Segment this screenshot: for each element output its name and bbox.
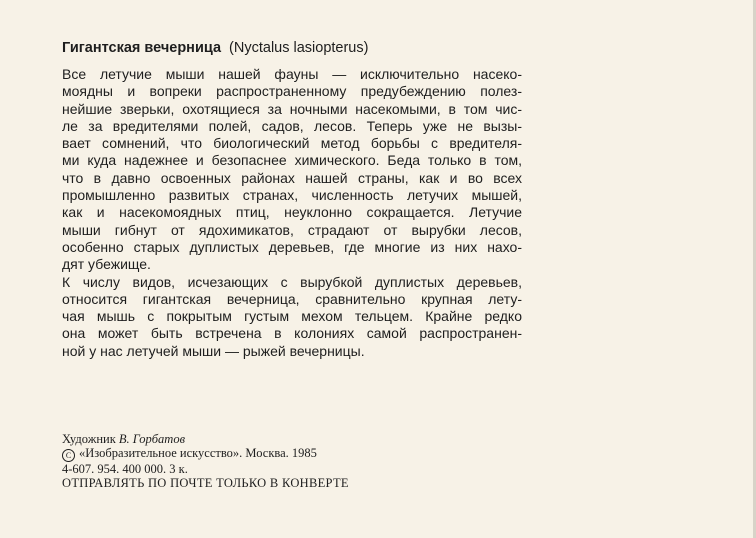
- text-line: К числу видов, исчезающих с вырубкой дуплистых деревьев,: [62, 273, 522, 290]
- text-line: она может быть встречена в колониях самой распространен-: [62, 325, 522, 342]
- text-line: относится гигантская вечерница, сравнительно крупная лету-: [62, 290, 522, 307]
- text-line: особенно старых дуплистых деревьев, где многие из них нахо-: [62, 238, 522, 255]
- text-line: как и насекомоядных птиц, неуклонно сокращается. Летучие: [62, 204, 522, 221]
- text-line: нейшие зверьки, охотящиеся за ночными насекомыми, в том чис-: [62, 100, 522, 117]
- text-line: ле за вредителями полей, садов, лесов. Теперь уже не вызы-: [62, 117, 522, 134]
- text-line: ной у нас летучей мыши — рыжей вечерницы.: [62, 342, 365, 359]
- text-line: чая мышь с покрытым густым мехом тельцем. Крайне редко: [62, 308, 522, 325]
- mailing-notice: ОТПРАВЛЯТЬ ПО ПОЧТЕ ТОЛЬКО В КОНВЕРТЕ: [62, 476, 349, 490]
- print-info: 4-607. 954. 400 000. 3 к.: [62, 462, 188, 477]
- copyright-icon: C: [62, 449, 75, 462]
- text-line: дят убежище.: [62, 256, 151, 273]
- publisher-name: «Изобразительное искусство». Москва. 1985: [79, 446, 317, 461]
- artist-credit: [62, 432, 317, 446]
- description-text: [62, 66, 522, 360]
- artist-label: Художник: [62, 432, 116, 446]
- publication-info: [62, 432, 317, 476]
- text-line: Все летучие мыши нашей фауны — исключительно насеко-: [62, 66, 522, 82]
- publisher-line: [62, 446, 317, 462]
- text-line: вает сомнений, что биологический метод борьбы с вредителя-: [62, 135, 522, 152]
- text-line: моядны и вопреки распространенному предубеждению полез-: [62, 83, 522, 100]
- artist-name: В. Горбатов: [118, 432, 185, 446]
- species-name-russian: Гигантская вечерница: [62, 40, 222, 56]
- text-line: мыши гибнут от ядохимикатов, страдают от вырубки лесов,: [62, 221, 522, 238]
- species-name-latin: (Nyctalus lasiopterus): [229, 40, 369, 56]
- text-line: промышленно развитых странах, численность летучих мышей,: [62, 187, 522, 204]
- text-line: ми куда надежнее и безопаснее химического. Беда только в том,: [62, 152, 522, 169]
- text-line: что в давно освоенных районах нашей страны, как и во всех: [62, 169, 522, 186]
- species-title: [62, 40, 368, 56]
